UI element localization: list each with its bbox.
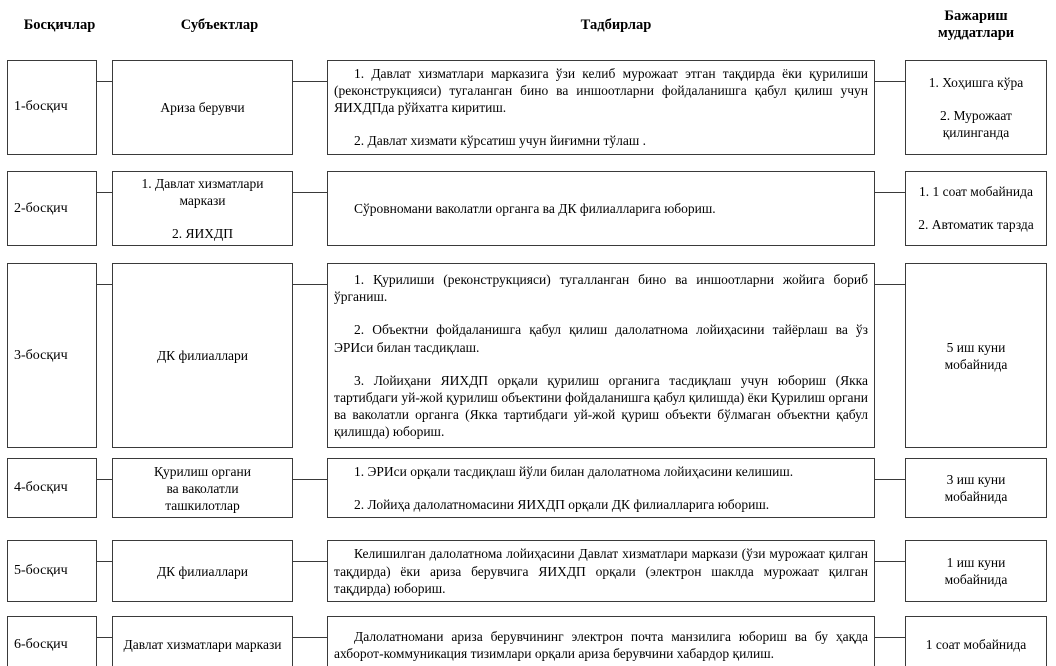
header-activities: Тадбирлар [580,16,652,33]
subject-label: ва ваколатли [166,480,239,496]
activities-box [327,263,875,448]
deadline-box [905,540,1047,601]
deadline-box [905,263,1047,448]
subject-label: Ариза берувчи [160,99,245,115]
header-deadlines: Бажариш муддатлари [937,8,1015,42]
deadline-item: 1 соат мобайнида [925,637,1027,653]
subject-label: 1. Давлат хизматлари маркази [141,175,264,208]
connector-line [875,263,905,285]
deadline-item: 2. Автоматик тарзда [918,217,1034,233]
deadline-box [905,60,1047,155]
subject-box [112,458,293,518]
deadline-item: 5 иш куни мобайнида [944,339,1008,372]
deadline-box [905,458,1047,518]
stage-label: 2-босқич [14,200,68,216]
connector-line [293,60,327,82]
stage-row-4 [7,458,1056,518]
activity-item: 3. Лойиҳани ЯИХДП орқали қурилиш органига тасдиқлаш учун юбориш (Якка тартибдаги уй-жой қурилиш объектини фойдаланишга қабул қилишда) ёки Қурилиш органи ва ваколатли органга (Якка тартибдаги уй-жой қуриш объекти бўлмаган объектни қабул қилишда) юбориш. [334,372,868,440]
stage-label: 6-босқич [14,637,68,653]
activity-item: 2. Давлат хизмати кўрсатиш учун йиғимни тўлаш . [354,133,647,149]
connector-line [293,458,327,480]
connector-line [875,540,905,562]
activity-item: 2. Лойиҳа далолатномасини ЯИХДП орқали ДК филиалларига юбориш. [354,497,770,513]
stage-box [7,540,97,601]
stage-row-2 [7,171,1056,246]
connector-line [293,540,327,562]
activity-item: 2. Объектни фойдаланишга қабул қилиш далолатнома лойиҳасини тайёрлаш ва ўз ЭРИси билан тасдиқлаш. [334,322,868,355]
subject-box [112,616,293,666]
activity-item: Келишилган далолатнома лойиҳасини Давлат хизматлари маркази (ўзи мурожаат қилган тақдирда) ёки ариза берувчига ЯИХДП орқали (электрон шаклда мурожаат қилган тақдирда) юбориш. [334,546,868,596]
activities-box [327,616,875,666]
activity-item: 1. ЭРИси орқали тасдиқлаш йўли билан далолатнома лойиҳасини келишиш. [354,464,794,480]
connector-line [97,458,112,480]
subject-label: Давлат хизматлари маркази [123,637,282,653]
stage-label: 3-босқич [14,347,68,363]
connector-line [875,616,905,638]
deadline-item: 2. Мурожаат қилинганда [940,107,1012,140]
connector-line [97,616,112,638]
stage-label: 1-босқич [14,99,68,115]
subject-label: Қурилиш органи [154,463,251,479]
activity-item: Далолатномани ариза берувчининг электрон почта манзилига юбориш ва бу ҳақда ахборот-коммуникация тизимлари орқали ариза берувчини хабардор қилиш. [334,628,868,661]
stage-box [7,60,97,155]
deadline-item: 1 иш куни мобайнида [944,555,1008,588]
subject-label: ташкилотлар [165,497,240,513]
subject-box [112,60,293,155]
stage-box [7,171,97,246]
subject-label: ДК филиаллари [156,563,249,579]
subject-label: ДК филиаллари [156,348,249,364]
column-headers [7,8,1056,43]
subject-box [112,540,293,601]
deadline-item: 1. 1 соат мобайнида [919,184,1033,200]
connector-line [97,540,112,562]
connector-line [293,171,327,193]
connector-line [875,458,905,480]
stage-label: 4-босқич [14,480,68,496]
activities-box [327,171,875,246]
deadline-box [905,616,1047,666]
stage-row-5 [7,540,1056,601]
connector-line [875,60,905,82]
stage-row-3 [7,263,1056,448]
activity-item: Сўровномани ваколатли органга ва ДК филиалларига юбориш. [354,200,716,216]
connector-line [97,60,112,82]
header-stages: Босқичлар [23,16,96,33]
stage-row-6 [7,616,1056,666]
activities-box [327,540,875,601]
stage-box [7,616,97,666]
activity-item: 1. Давлат хизматлари марказига ўзи келиб мурожаат этган тақдирда ёки қурилиши (реконструкцияси) тугаланган бино ва иншоотларни фойдаланишга қабул қилиш учун ЯИХДПда рўйхатга киритиш. [334,66,868,116]
header-subjects: Субъектлар [180,16,259,33]
connector-line [293,616,327,638]
deadline-item: 3 иш куни мобайнида [944,472,1008,505]
subject-label: 2. ЯИХДП [172,226,233,242]
connector-line [875,171,905,193]
deadline-item: 1. Хоҳишга кўра [928,74,1024,90]
subject-box [112,171,293,246]
activities-box [327,458,875,518]
activities-box [327,60,875,155]
subject-box [112,263,293,448]
connector-line [293,263,327,285]
stage-label: 5-босқич [14,563,68,579]
activity-item: 1. Қурилиши (реконструкцияси) тугалланган бино ва иншоотларни жойига бориб ўрганиш. [334,272,868,305]
stage-box [7,263,97,448]
connector-line [97,263,112,285]
stage-box [7,458,97,518]
stage-row-1 [7,60,1056,155]
connector-line [97,171,112,193]
deadline-box [905,171,1047,246]
